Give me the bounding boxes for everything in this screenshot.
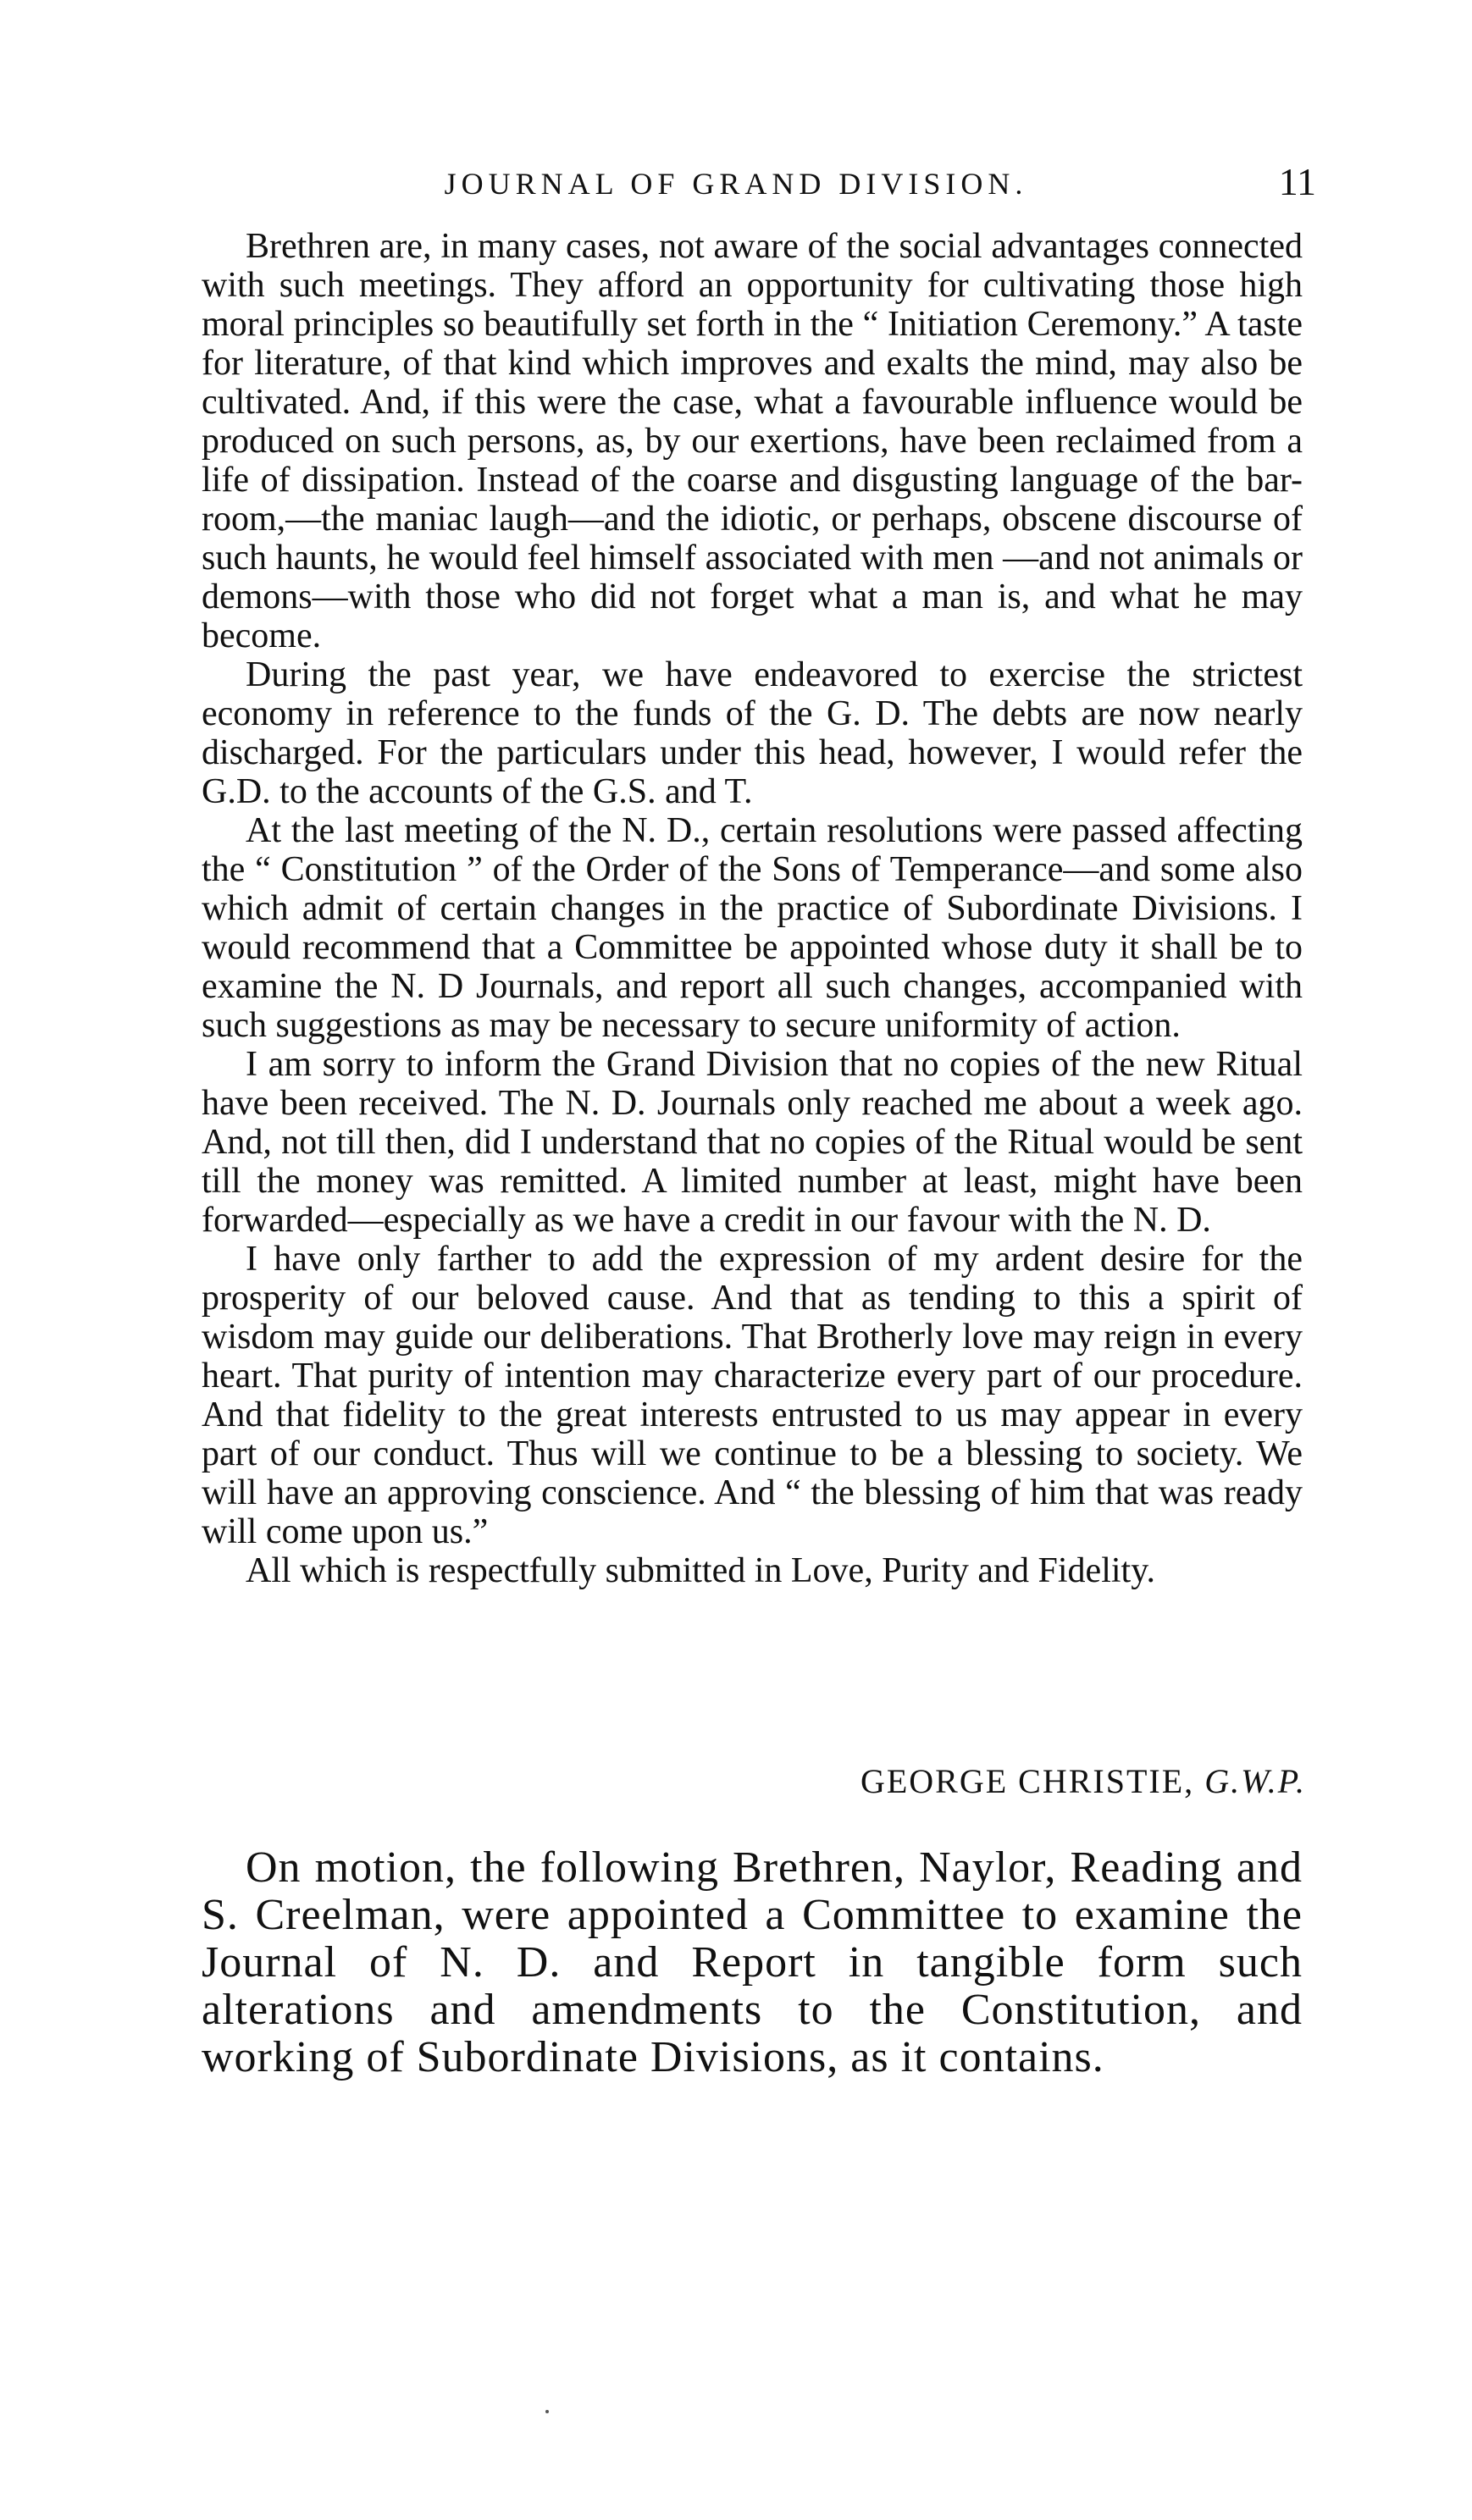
report-paragraph-closing-wishes: I have only farther to add the expression of my ardent desire for the prosperity of our beloved cause. And that as tending to this a spirit of wisdom may guide our deliberations. That Brotherly love may reign in every heart. That purity of intention may characterize every part of our procedure. And that fidelity to the great interests entrusted to us may appear in every part of our conduct. Thus will we continue to be a blessing to society. We will have an approving conscience. And “ the blessing of him that was ready will come upon us.” [202, 1240, 1303, 1551]
running-title: JOURNAL OF GRAND DIVISION. [444, 167, 1028, 201]
motion-paragraph: On motion, the following Brethren, Naylor, Reading and S. Creelman, were appointed a Committee to examine the Journal of N. D. and Report in tangible form such alterations and amendments to the Constitution, and working of Subordinate Divisions, as it contains. [202, 1843, 1303, 2081]
print-speck [545, 2410, 549, 2413]
signature [861, 1761, 1306, 1801]
page-number: 11 [1278, 160, 1316, 203]
report-paragraph-resolutions: At the last meeting of the N. D., certain resolutions were passed affecting the “ Constitution ” of the Order of the Sons of Temperance—and some also which admit of certain changes in the practice of Subordinate Divisions. I would recommend that a Committee be appointed whose duty it shall be to examine the N. D Journals, and report all such changes, accompanied with such suggestions as may be necessary to secure uniformity of action. [202, 811, 1303, 1045]
signature-name: GEORGE CHRISTIE, [860, 1762, 1195, 1800]
report-body [202, 227, 1303, 1590]
motion-section [202, 1844, 1303, 2081]
signature-title: G.W.P. [1204, 1762, 1306, 1800]
report-paragraph-ritual: I am sorry to inform the Grand Division that no copies of the new Ritual have been received. The N. D. Journals only reached me about a week ago. And, not till then, did I understand that no copies of the Ritual would be sent till the money was remitted. A limited number at least, might have been forwarded—especially as we have a credit in our favour with the N. D. [202, 1045, 1303, 1240]
report-paragraph-submission: All which is respectfully submitted in Love, Purity and Fidelity. [246, 1551, 1155, 1590]
report-paragraph-social-advantages: Brethren are, in many cases, not aware of the social advantages connected with such meetings. They afford an opportunity for cultivating those high moral principles so beautifully set forth in the “ Initiation Ceremony.” A taste for literature, of that kind which improves and exalts the mind, may also be cultivated. And, if this were the case, what a favourable influence would be produced on such persons, as, by our exertions, have been reclaimed from a life of dissipation. Instead of the coarse and disgusting language of the bar-room,—the maniac laugh—and the idiotic, or perhaps, obscene discourse of such haunts, he would feel himself associated with men —and not animals or demons—with those who did not forget what a man is, and what he may become. [202, 227, 1303, 655]
running-head [0, 160, 1472, 217]
report-paragraph-economy: During the past year, we have endeavored to exercise the strictest economy in reference to the funds of the G. D. The debts are now nearly discharged. For the particulars under this head, however, I would refer the G.D. to the accounts of the G.S. and T. [202, 655, 1303, 811]
